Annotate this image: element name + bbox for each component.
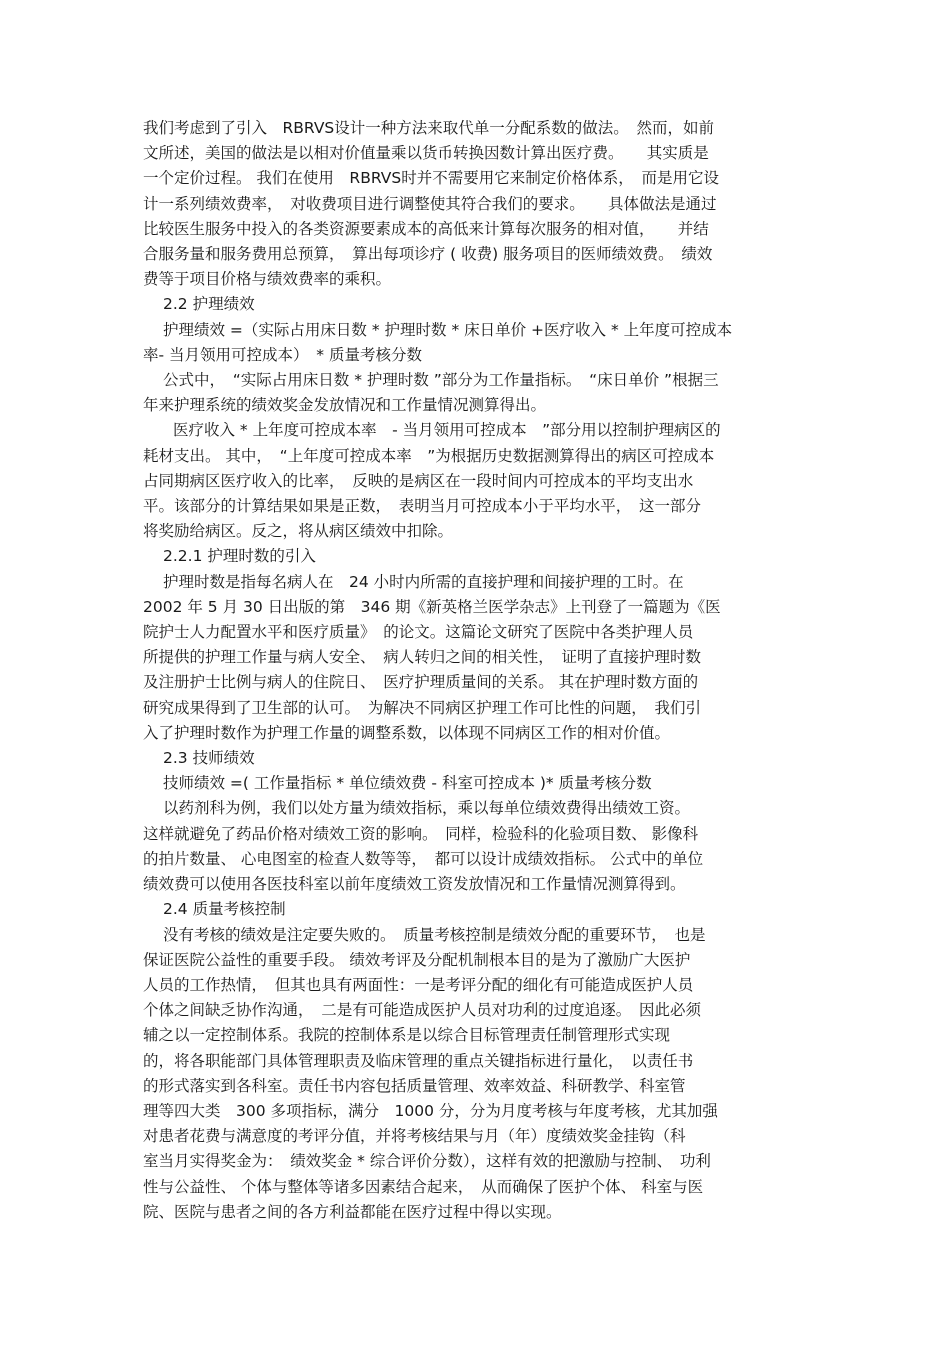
text-line: 计一系列绩效费率， 对收费项目进行调整使其符合我们的要求。 具体做法是通过 (143, 194, 717, 213)
text-line: 及注册护士比例与病人的住院日、 医疗护理质量间的关系。 其在护理时数方面的 (143, 673, 699, 692)
text-line: 2.3 技师绩效 (163, 749, 255, 768)
text-line: 年来护理系统的绩效奖金发放情况和工作量情况测算得出。 (143, 396, 547, 415)
text-line: 平。该部分的计算结果如果是正数， 表明当月可控成本小于平均水平， 这一部分 (143, 497, 702, 516)
text-line: 没有考核的绩效是注定要失败的。 质量考核控制是绩效分配的重要环节， 也是 (163, 925, 706, 944)
text-line: 院护士人力配置水平和医疗质量》 的论文。这篇论文研究了医院中各类护理人员 (143, 623, 694, 642)
document-body (143, 116, 807, 1225)
text-line: 研究成果得到了卫生部的认可。 为解决不同病区护理工作可比性的问题， 我们引 (143, 698, 702, 717)
text-line: 2.2.1 护理时数的引入 (163, 547, 316, 566)
text-line: 文所述，美国的做法是以相对价值量乘以货币转换因数计算出医疗费。 其实质是 (143, 144, 709, 163)
text-line: 一个定价过程。 我们在使用 RBRVS时并不需要用它来制定价格体系， 而是用它设 (143, 169, 719, 188)
text-line: 2002 年 5 月 30 日出版的第 346 期《新英格兰医学杂志》上刊登了一篇题为《医 (143, 597, 721, 616)
text-line: 绩效费可以使用各医技科室以前年度绩效工资发放情况和工作量情况测算得到。 (143, 875, 686, 894)
text-line: 的拍片数量、 心电图室的检查人数等等， 都可以设计成绩效指标。 公式中的单位 (143, 849, 704, 868)
text-line: 辅之以一定控制体系。我院的控制体系是以综合目标管理责任制管理形式实现 (143, 1026, 671, 1045)
text-line: 技师绩效 =( 工作量指标 * 单位绩效费 - 科室可控成本 )* 质量考核分数 (163, 774, 652, 793)
text-line: 比较医生服务中投入的各类资源要素成本的高低来计算每次服务的相对值， 并结 (143, 219, 709, 238)
text-line: 保证医院公益性的重要手段。 绩效考评及分配机制根本目的是为了激励广大医护 (143, 950, 691, 969)
text-line: 护理时数是指每名病人在 24 小时内所需的直接护理和间接护理的工时。在 (163, 572, 684, 591)
text-line: 医疗收入 * 上年度可控成本率 - 当月领用可控成本 ”部分用以控制护理病区的 (173, 421, 721, 440)
text-line: 性与公益性、 个体与整体等诸多因素结合起来， 从而确保了医护个体、 科室与医 (143, 1177, 704, 1196)
text-line: 的形式落实到各科室。责任书内容包括质量管理、效率效益、科研教学、科室管 (143, 1076, 686, 1095)
text-line: 室当月实得奖金为： 绩效奖金 * 综合评价分数），这样有效的把激励与控制、 功利 (143, 1152, 711, 1171)
text-line: 以药剂科为例，我们以处方量为绩效指标，乘以每单位绩效费得出绩效工资。 (163, 799, 691, 818)
text-line: 耗材支出。 其中， “上年度可控成本率 ”为根据历史数据测算得出的病区可控成本 (143, 446, 715, 465)
text-line: 这样就避免了药品价格对绩效工资的影响。 同样，检验科的化验项目数、 影像科 (143, 824, 699, 843)
text-line: 费等于项目价格与绩效费率的乘积。 (143, 270, 392, 289)
text-line: 理等四大类 300 多项指标，满分 1000 分，分为月度考核与年度考核，尤其加强 (143, 1101, 718, 1120)
text-line: 占同期病区医疗收入的比率， 反映的是病区在一段时间内可控成本的平均支出水 (143, 471, 694, 490)
text-line: 率- 当月领用可控成本） * 质量考核分数 (143, 345, 422, 364)
text-line: 人员的工作热情， 但其也具有两面性：一是考评分配的细化有可能造成医护人员 (143, 975, 694, 994)
text-line: 院、医院与患者之间的各方利益都能在医疗过程中得以实现。 (143, 1202, 562, 1221)
text-line: 2.2 护理绩效 (163, 295, 255, 314)
text-line: 所提供的护理工作量与病人安全、 病人转归之间的相关性， 证明了直接护理时数 (143, 648, 702, 667)
text-line: 个体之间缺乏协作沟通， 二是有可能造成医护人员对功利的过度追逐。 因此必须 (143, 1001, 702, 1020)
text-line: 2.4 质量考核控制 (163, 900, 286, 919)
text-line: 我们考虑到了引入 RBRVS设计一种方法来取代单一分配系数的做法。 然而，如前 (143, 119, 715, 137)
text-line: 入了护理时数作为护理工作量的调整系数，以体现不同病区工作的相对价值。 (143, 723, 671, 742)
text-line: 公式中， “实际占用床日数 * 护理时数 ”部分为工作量指标。 “床日单价 ”根据三 (163, 371, 719, 390)
text-line: 的，将各职能部门具体管理职责及临床管理的重点关键指标进行量化， 以责任书 (143, 1051, 694, 1070)
text-line: 将奖励给病区。反之，将从病区绩效中扣除。 (143, 522, 454, 541)
text-line: 合服务量和服务费用总预算， 算出每项诊疗 ( 收费) 服务项目的医师绩效费。 绩效 (143, 245, 713, 264)
text-line: 对患者花费与满意度的考评分值，并将考核结果与月（年）度绩效奖金挂钩（科 (143, 1127, 686, 1146)
text-line: 护理绩效 =（实际占用床日数 * 护理时数 * 床日单价 +医疗收入 * 上年度可控成本 (163, 320, 733, 339)
